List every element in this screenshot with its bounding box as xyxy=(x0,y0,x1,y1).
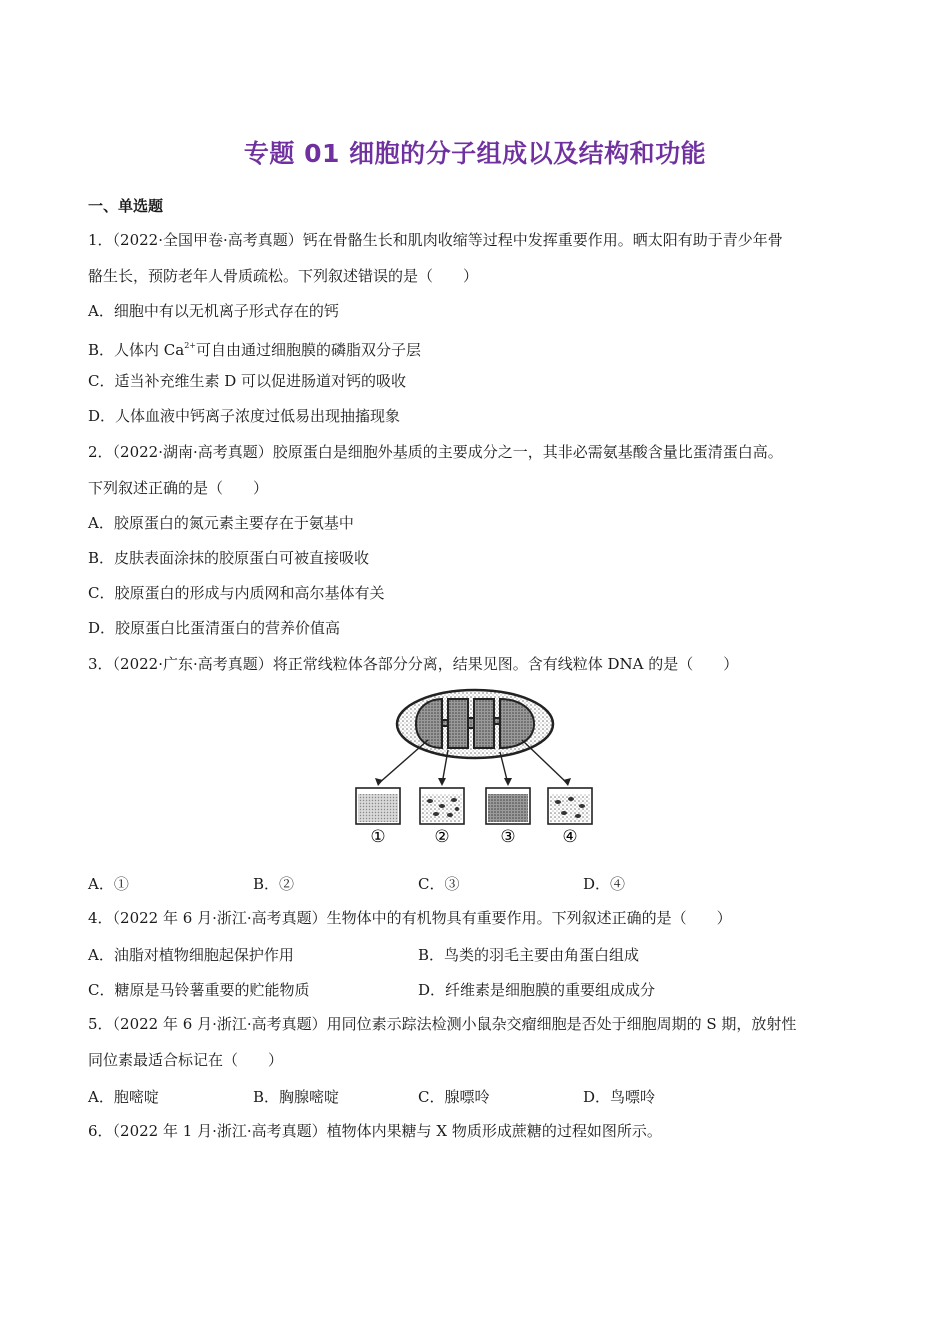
q3-option-a: A．① xyxy=(88,875,129,893)
q1-stem-line1: 1．（2022·全国甲卷·高考真题）钙在骨骼生长和肌肉收缩等过程中发挥重要作用。晒太阳有助于青少年骨 xyxy=(88,231,783,249)
q3-stem: 3．（2022·广东·高考真题）将正常线粒体各部分分离，结果见图。含有线粒体 DNA 的是（ ） xyxy=(88,655,739,673)
q1-option-b-sup: 2+ xyxy=(184,341,197,350)
q2-option-c: C．胶原蛋白的形成与内质网和高尔基体有关 xyxy=(88,584,385,602)
q4-stem: 4．（2022 年 6 月·浙江·高考真题）生物体中的有机物具有重要作用。下列叙述正确的是（ ） xyxy=(88,909,732,927)
section-heading: 一、单选题 xyxy=(88,197,164,215)
q5-stem-line2: 同位素最适合标记在（ ） xyxy=(88,1051,284,1069)
mitochondria-figure xyxy=(350,688,600,848)
q6-stem: 6．（2022 年 1 月·浙江·高考真题）植物体内果糖与 X 物质形成蔗糖的过程如图所示。 xyxy=(88,1122,662,1140)
q4-option-d: D．纤维素是细胞膜的重要组成成分 xyxy=(418,981,656,999)
q3-option-d: D．④ xyxy=(583,875,626,893)
inner-membrane-matrix xyxy=(416,699,534,748)
figure-label-4: ④ xyxy=(562,827,578,847)
q3-option-c: C．③ xyxy=(418,875,460,893)
q1-option-b xyxy=(88,336,421,360)
q1-option-d: D．人体血液中钙离子浓度过低易出现抽搐现象 xyxy=(88,407,401,425)
q2-option-a: A．胶原蛋白的氮元素主要存在于氨基中 xyxy=(88,514,354,532)
q4-option-a: A．油脂对植物细胞起保护作用 xyxy=(88,946,294,964)
q5-option-a: A．胞嘧啶 xyxy=(88,1088,159,1106)
mitochondria-diagram xyxy=(350,688,600,848)
q2-option-d: D．胶原蛋白比蛋清蛋白的营养价值高 xyxy=(88,619,341,637)
q4-option-b: B．鸟类的羽毛主要由角蛋白组成 xyxy=(418,946,640,964)
q1-option-a: A．细胞中有以无机离子形式存在的钙 xyxy=(88,302,339,320)
q2-stem-line1: 2．（2022·湖南·高考真题）胶原蛋白是细胞外基质的主要成分之一，其非必需氨基酸含量比蛋清蛋白高。 xyxy=(88,443,783,461)
q1-stem-line2: 骼生长，预防老年人骨质疏松。下列叙述错误的是（ ） xyxy=(88,267,479,285)
figure-label-2: ② xyxy=(434,827,450,847)
q5-option-d: D．鸟嘌呤 xyxy=(583,1088,656,1106)
q1-option-b-pre: B．人体内 Ca xyxy=(88,341,185,359)
q5-stem-line1: 5．（2022 年 6 月·浙江·高考真题）用同位素示踪法检测小鼠杂交瘤细胞是否处于细胞周期的 S 期，放射性 xyxy=(88,1015,797,1033)
q4-option-c: C．糖原是马铃薯重要的贮能物质 xyxy=(88,981,310,999)
q1-option-c: C．适当补充维生素 D 可以促进肠道对钙的吸收 xyxy=(88,372,407,390)
q5-option-b: B．胸腺嘧啶 xyxy=(253,1088,340,1106)
page-title: 专题 01 细胞的分子组成以及结构和功能 xyxy=(243,139,707,168)
q1-option-b-post: 可自由通过细胞膜的磷脂双分子层 xyxy=(196,341,422,359)
figure-label-1: ① xyxy=(370,827,386,847)
q2-stem-line2: 下列叙述正确的是（ ） xyxy=(88,479,269,497)
q5-option-c: C．腺嘌呤 xyxy=(418,1088,490,1106)
q2-option-b: B．皮肤表面涂抹的胶原蛋白可被直接吸收 xyxy=(88,549,370,567)
figure-label-3: ③ xyxy=(500,827,516,847)
q3-option-b: B．② xyxy=(253,875,295,893)
